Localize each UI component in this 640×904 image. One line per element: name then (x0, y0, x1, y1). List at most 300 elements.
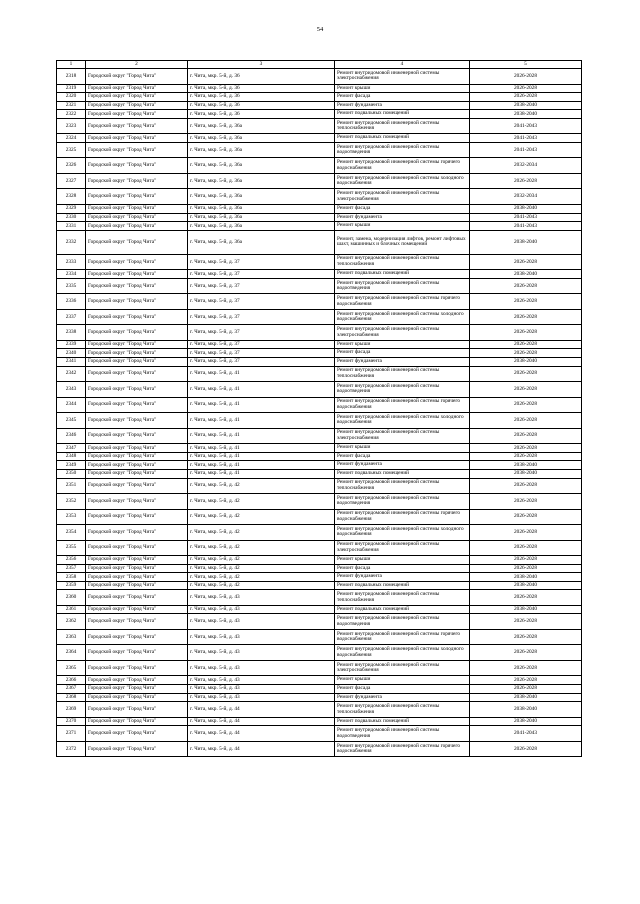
address-cell: г. Чита, мкр. 5-й, д. 43 (188, 685, 335, 694)
address-cell: г. Чита, мкр. 5-й, д. 36а (188, 118, 335, 134)
row-number-cell: 2372 (57, 741, 86, 757)
period-cell: 2038-2040 (470, 573, 582, 582)
address-cell: г. Чита, мкр. 5-й, д. 44 (188, 741, 335, 757)
row-number-cell: 2360 (57, 590, 86, 606)
address-cell: г. Чита, мкр. 5-й, д. 41 (188, 366, 335, 382)
address-cell: г. Чита, мкр. 5-й, д. 37 (188, 340, 335, 349)
work-type-cell: Ремонт подвальных помещений (335, 270, 470, 279)
row-number-cell: 2348 (57, 452, 86, 461)
period-cell: 2026-2028 (470, 540, 582, 556)
address-cell: г. Чита, мкр. 5-й, д. 36а (188, 173, 335, 189)
period-cell: 2038-2040 (470, 605, 582, 614)
work-type-cell: Ремонт фасада (335, 564, 470, 573)
row-number-cell: 2319 (57, 84, 86, 93)
period-cell: 2041-2043 (470, 222, 582, 231)
municipality-cell: Городской округ "Город Чита" (86, 142, 188, 158)
period-cell: 2026-2028 (470, 478, 582, 494)
address-cell: г. Чита, мкр. 5-й, д. 37 (188, 278, 335, 294)
municipality-cell: Городской округ "Город Чита" (86, 413, 188, 429)
municipality-cell: Городской округ "Город Чита" (86, 452, 188, 461)
municipality-cell: Городской округ "Город Чита" (86, 358, 188, 367)
address-cell: г. Чита, мкр. 5-й, д. 42 (188, 581, 335, 590)
period-cell: 2026-2028 (470, 325, 582, 341)
address-cell: г. Чита, мкр. 5-й, д. 41 (188, 444, 335, 453)
work-type-cell: Ремонт внутридомовой инженерной системы водоотведения (335, 142, 470, 158)
table-row (57, 222, 582, 231)
table-row (57, 340, 582, 349)
table-row (57, 525, 582, 541)
table-row (57, 142, 582, 158)
work-type-cell: Ремонт внутридомовой инженерной системы электроснабжения (335, 69, 470, 85)
municipality-cell: Городской округ "Город Чита" (86, 397, 188, 413)
row-number-cell: 2334 (57, 270, 86, 279)
work-type-cell: Ремонт подвальных помещений (335, 605, 470, 614)
address-cell: г. Чита, мкр. 5-й, д. 42 (188, 556, 335, 565)
table-row (57, 509, 582, 525)
work-type-cell: Ремонт внутридомовой инженерной системы водоотведения (335, 726, 470, 742)
period-cell: 2026-2028 (470, 84, 582, 93)
municipality-cell: Городской округ "Город Чита" (86, 645, 188, 661)
address-cell: г. Чита, мкр. 5-й, д. 43 (188, 660, 335, 676)
row-number-cell: 2358 (57, 573, 86, 582)
header-cell: 5 (470, 61, 582, 69)
header-cell: 2 (86, 61, 188, 69)
table-row (57, 717, 582, 726)
table-row (57, 581, 582, 590)
work-type-cell: Ремонт внутридомовой инженерной системы горячего водоснабжения (335, 509, 470, 525)
municipality-cell: Городской округ "Город Чита" (86, 69, 188, 85)
address-cell: г. Чита, мкр. 5-й, д. 36а (188, 213, 335, 222)
work-type-cell: Ремонт фундамента (335, 461, 470, 470)
work-type-cell: Ремонт фасада (335, 204, 470, 213)
row-number-cell: 2329 (57, 204, 86, 213)
municipality-cell: Городской округ "Город Чита" (86, 349, 188, 358)
municipality-cell: Городской округ "Город Чита" (86, 294, 188, 310)
table-header-row (57, 61, 582, 69)
period-cell: 2026-2028 (470, 397, 582, 413)
municipality-cell: Городской округ "Город Чита" (86, 158, 188, 174)
table-row (57, 69, 582, 85)
address-cell: г. Чита, мкр. 5-й, д. 43 (188, 605, 335, 614)
period-cell: 2041-2043 (470, 118, 582, 134)
row-number-cell: 2327 (57, 173, 86, 189)
period-cell: 2041-2043 (470, 142, 582, 158)
table-row (57, 660, 582, 676)
work-type-cell: Ремонт внутридомовой инженерной системы теплоснабжения (335, 702, 470, 718)
work-type-cell: Ремонт внутридомовой инженерной системы горячего водоснабжения (335, 741, 470, 757)
work-type-cell: Ремонт подвальных помещений (335, 717, 470, 726)
work-type-cell: Ремонт фасада (335, 685, 470, 694)
row-number-cell: 2371 (57, 726, 86, 742)
table-row (57, 605, 582, 614)
address-cell: г. Чита, мкр. 5-й, д. 41 (188, 382, 335, 398)
address-cell: г. Чита, мкр. 5-й, д. 42 (188, 573, 335, 582)
address-cell: г. Чита, мкр. 5-й, д. 37 (188, 325, 335, 341)
table-row (57, 461, 582, 470)
period-cell: 2038-2040 (470, 358, 582, 367)
row-number-cell: 2341 (57, 358, 86, 367)
address-cell: г. Чита, мкр. 5-й, д. 41 (188, 452, 335, 461)
work-type-cell: Ремонт внутридомовой инженерной системы электроснабжения (335, 325, 470, 341)
address-cell: г. Чита, мкр. 5-й, д. 37 (188, 349, 335, 358)
municipality-cell: Городской округ "Город Чита" (86, 84, 188, 93)
municipality-cell: Городской округ "Город Чита" (86, 590, 188, 606)
address-cell: г. Чита, мкр. 5-й, д. 42 (188, 564, 335, 573)
address-cell: г. Чита, мкр. 5-й, д. 44 (188, 726, 335, 742)
row-number-cell: 2330 (57, 213, 86, 222)
municipality-cell: Городской округ "Город Чита" (86, 173, 188, 189)
table-row (57, 444, 582, 453)
table-row (57, 349, 582, 358)
row-number-cell: 2320 (57, 93, 86, 102)
address-cell: г. Чита, мкр. 5-й, д. 36а (188, 142, 335, 158)
municipality-cell: Городской округ "Город Чита" (86, 676, 188, 685)
address-cell: г. Чита, мкр. 5-й, д. 36 (188, 84, 335, 93)
table-row (57, 702, 582, 718)
address-cell: г. Чита, мкр. 5-й, д. 43 (188, 629, 335, 645)
address-cell: г. Чита, мкр. 5-й, д. 44 (188, 702, 335, 718)
municipality-cell: Городской округ "Город Чита" (86, 444, 188, 453)
period-cell: 2026-2028 (470, 525, 582, 541)
work-type-cell: Ремонт внутридомовой инженерной системы электроснабжения (335, 189, 470, 205)
address-cell: г. Чита, мкр. 5-й, д. 37 (188, 254, 335, 270)
row-number-cell: 2357 (57, 564, 86, 573)
row-number-cell: 2328 (57, 189, 86, 205)
municipality-cell: Городской округ "Город Чита" (86, 325, 188, 341)
table-row (57, 645, 582, 661)
municipality-cell: Городской округ "Город Чита" (86, 382, 188, 398)
table-row (57, 590, 582, 606)
municipality-cell: Городской округ "Город Чита" (86, 581, 188, 590)
table-row (57, 189, 582, 205)
work-type-cell: Ремонт внутридомовой инженерной системы теплоснабжения (335, 366, 470, 382)
header-cell: 4 (335, 61, 470, 69)
table-row (57, 397, 582, 413)
work-type-cell: Ремонт внутридомовой инженерной системы холодного водоснабжения (335, 173, 470, 189)
row-number-cell: 2325 (57, 142, 86, 158)
work-type-cell: Ремонт подвальных помещений (335, 581, 470, 590)
work-type-cell: Ремонт подвальных помещений (335, 134, 470, 143)
address-cell: г. Чита, мкр. 5-й, д. 41 (188, 469, 335, 478)
period-cell: 2026-2028 (470, 366, 582, 382)
address-cell: г. Чита, мкр. 5-й, д. 43 (188, 676, 335, 685)
municipality-cell: Городской округ "Город Чита" (86, 93, 188, 102)
period-cell: 2026-2028 (470, 93, 582, 102)
period-cell: 2038-2040 (470, 702, 582, 718)
municipality-cell: Городской округ "Город Чита" (86, 461, 188, 470)
row-number-cell: 2323 (57, 118, 86, 134)
table-row (57, 413, 582, 429)
table-row (57, 614, 582, 630)
work-type-cell: Ремонт крыши (335, 444, 470, 453)
address-cell: г. Чита, мкр. 5-й, д. 36а (188, 134, 335, 143)
address-cell: г. Чита, мкр. 5-й, д. 37 (188, 294, 335, 310)
work-type-cell: Ремонт фундамента (335, 101, 470, 110)
municipality-cell: Городской округ "Город Чита" (86, 204, 188, 213)
address-cell: г. Чита, мкр. 5-й, д. 36а (188, 204, 335, 213)
municipality-cell: Городской округ "Город Чита" (86, 110, 188, 119)
address-cell: г. Чита, мкр. 5-й, д. 36 (188, 69, 335, 85)
page-number: 54 (316, 26, 324, 33)
period-cell: 2026-2028 (470, 173, 582, 189)
row-number-cell: 2347 (57, 444, 86, 453)
work-type-cell: Ремонт внутридомовой инженерной системы теплоснабжения (335, 478, 470, 494)
period-cell: 2026-2028 (470, 629, 582, 645)
municipality-cell: Городской округ "Город Чита" (86, 478, 188, 494)
table-row (57, 213, 582, 222)
table-row (57, 294, 582, 310)
municipality-cell: Городской округ "Город Чита" (86, 685, 188, 694)
row-number-cell: 2338 (57, 325, 86, 341)
municipality-cell: Городской округ "Город Чита" (86, 278, 188, 294)
row-number-cell: 2337 (57, 309, 86, 325)
period-cell: 2038-2040 (470, 230, 582, 254)
period-cell: 2026-2028 (470, 614, 582, 630)
row-number-cell: 2326 (57, 158, 86, 174)
period-cell: 2041-2043 (470, 134, 582, 143)
table-row (57, 478, 582, 494)
table-row (57, 693, 582, 702)
table-row (57, 84, 582, 93)
address-cell: г. Чита, мкр. 5-й, д. 41 (188, 428, 335, 444)
row-number-cell: 2350 (57, 469, 86, 478)
table-row (57, 540, 582, 556)
period-cell: 2038-2040 (470, 693, 582, 702)
address-cell: г. Чита, мкр. 5-й, д. 36 (188, 93, 335, 102)
municipality-cell: Городской округ "Город Чита" (86, 213, 188, 222)
row-number-cell: 2324 (57, 134, 86, 143)
period-cell: 2038-2040 (470, 461, 582, 470)
period-cell: 2026-2028 (470, 645, 582, 661)
table-row (57, 741, 582, 757)
address-cell: г. Чита, мкр. 5-й, д. 43 (188, 693, 335, 702)
table-row (57, 573, 582, 582)
municipality-cell: Городской округ "Город Чита" (86, 494, 188, 510)
row-number-cell: 2366 (57, 676, 86, 685)
work-type-cell: Ремонт внутридомовой инженерной системы водоотведения (335, 494, 470, 510)
municipality-cell: Городской округ "Город Чита" (86, 428, 188, 444)
municipality-cell: Городской округ "Город Чита" (86, 270, 188, 279)
row-number-cell: 2336 (57, 294, 86, 310)
row-number-cell: 2364 (57, 645, 86, 661)
municipality-cell: Городской округ "Город Чита" (86, 525, 188, 541)
work-type-cell: Ремонт крыши (335, 676, 470, 685)
table-row (57, 428, 582, 444)
address-cell: г. Чита, мкр. 5-й, д. 41 (188, 461, 335, 470)
row-number-cell: 2342 (57, 366, 86, 382)
period-cell: 2026-2028 (470, 340, 582, 349)
work-type-cell: Ремонт внутридомовой инженерной системы холодного водоснабжения (335, 309, 470, 325)
table-row (57, 173, 582, 189)
row-number-cell: 2321 (57, 101, 86, 110)
address-cell: г. Чита, мкр. 5-й, д. 43 (188, 590, 335, 606)
table-row (57, 452, 582, 461)
address-cell: г. Чита, мкр. 5-й, д. 42 (188, 509, 335, 525)
period-cell: 2041-2043 (470, 726, 582, 742)
table-row (57, 270, 582, 279)
municipality-cell: Городской округ "Город Чита" (86, 564, 188, 573)
row-number-cell: 2353 (57, 509, 86, 525)
table-row (57, 469, 582, 478)
municipality-cell: Городской округ "Город Чита" (86, 189, 188, 205)
row-number-cell: 2362 (57, 614, 86, 630)
period-cell: 2038-2040 (470, 101, 582, 110)
municipality-cell: Городской округ "Город Чита" (86, 556, 188, 565)
period-cell: 2038-2040 (470, 204, 582, 213)
header-cell: 1 (57, 61, 86, 69)
table-row (57, 278, 582, 294)
period-cell: 2032-2034 (470, 189, 582, 205)
row-number-cell: 2343 (57, 382, 86, 398)
period-cell: 2026-2028 (470, 494, 582, 510)
period-cell: 2026-2028 (470, 452, 582, 461)
municipality-cell: Городской округ "Город Чита" (86, 366, 188, 382)
address-cell: г. Чита, мкр. 5-й, д. 42 (188, 478, 335, 494)
period-cell: 2026-2028 (470, 278, 582, 294)
work-type-cell: Ремонт внутридомовой инженерной системы теплоснабжения (335, 254, 470, 270)
municipality-cell: Городской округ "Город Чита" (86, 254, 188, 270)
work-type-cell: Ремонт внутридомовой инженерной системы холодного водоснабжения (335, 645, 470, 661)
municipality-cell: Городской округ "Город Чита" (86, 717, 188, 726)
work-type-cell: Ремонт подвальных помещений (335, 110, 470, 119)
row-number-cell: 2352 (57, 494, 86, 510)
table-row (57, 254, 582, 270)
row-number-cell: 2345 (57, 413, 86, 429)
table-row (57, 685, 582, 694)
table-row (57, 366, 582, 382)
period-cell: 2026-2028 (470, 413, 582, 429)
row-number-cell: 2332 (57, 230, 86, 254)
table-row (57, 358, 582, 367)
row-number-cell: 2370 (57, 717, 86, 726)
work-type-cell: Ремонт внутридомовой инженерной системы теплоснабжения (335, 118, 470, 134)
row-number-cell: 2339 (57, 340, 86, 349)
row-number-cell: 2351 (57, 478, 86, 494)
table-row (57, 556, 582, 565)
row-number-cell: 2349 (57, 461, 86, 470)
work-type-cell: Ремонт крыши (335, 340, 470, 349)
municipality-cell: Городской округ "Город Чита" (86, 726, 188, 742)
work-type-cell: Ремонт внутридомовой инженерной системы электроснабжения (335, 428, 470, 444)
period-cell: 2038-2040 (470, 581, 582, 590)
work-type-cell: Ремонт фундамента (335, 358, 470, 367)
municipality-cell: Городской округ "Город Чита" (86, 741, 188, 757)
table-row (57, 118, 582, 134)
work-type-cell: Ремонт внутридомовой инженерной системы водоотведения (335, 614, 470, 630)
row-number-cell: 2359 (57, 581, 86, 590)
address-cell: г. Чита, мкр. 5-й, д. 42 (188, 540, 335, 556)
table-row (57, 204, 582, 213)
period-cell: 2026-2028 (470, 69, 582, 85)
table-row (57, 101, 582, 110)
address-cell: г. Чита, мкр. 5-й, д. 37 (188, 309, 335, 325)
table-row (57, 629, 582, 645)
table-row (57, 382, 582, 398)
work-type-cell: Ремонт внутридомовой инженерной системы горячего водоснабжения (335, 294, 470, 310)
address-cell: г. Чита, мкр. 5-й, д. 42 (188, 525, 335, 541)
work-type-cell: Ремонт внутридомовой инженерной системы водоотведения (335, 382, 470, 398)
municipality-cell: Городской округ "Город Чита" (86, 469, 188, 478)
municipality-cell: Городской округ "Город Чита" (86, 702, 188, 718)
table-row (57, 494, 582, 510)
municipality-cell: Городской округ "Город Чита" (86, 230, 188, 254)
municipality-cell: Городской округ "Город Чита" (86, 605, 188, 614)
header-cell: 3 (188, 61, 335, 69)
period-cell: 2038-2040 (470, 469, 582, 478)
municipality-cell: Городской округ "Город Чита" (86, 509, 188, 525)
municipality-cell: Городской округ "Город Чита" (86, 222, 188, 231)
municipality-cell: Городской округ "Город Чита" (86, 660, 188, 676)
work-type-cell: Ремонт фундамента (335, 573, 470, 582)
address-cell: г. Чита, мкр. 5-й, д. 41 (188, 397, 335, 413)
address-cell: г. Чита, мкр. 5-й, д. 37 (188, 358, 335, 367)
work-type-cell: Ремонт фасада (335, 93, 470, 102)
municipality-cell: Городской округ "Город Чита" (86, 118, 188, 134)
work-type-cell: Ремонт фундамента (335, 213, 470, 222)
municipality-cell: Городской округ "Город Чита" (86, 540, 188, 556)
period-cell: 2026-2028 (470, 590, 582, 606)
address-cell: г. Чита, мкр. 5-й, д. 36а (188, 189, 335, 205)
address-cell: г. Чита, мкр. 5-й, д. 36а (188, 158, 335, 174)
table-row (57, 134, 582, 143)
table-row (57, 726, 582, 742)
period-cell: 2026-2028 (470, 676, 582, 685)
address-cell: г. Чита, мкр. 5-й, д. 42 (188, 494, 335, 510)
period-cell: 2032-2034 (470, 158, 582, 174)
period-cell: 2026-2028 (470, 564, 582, 573)
work-type-cell: Ремонт внутридомовой инженерной системы электроснабжения (335, 540, 470, 556)
address-cell: г. Чита, мкр. 5-й, д. 37 (188, 270, 335, 279)
address-cell: г. Чита, мкр. 5-й, д. 36а (188, 222, 335, 231)
period-cell: 2026-2028 (470, 444, 582, 453)
work-type-cell: Ремонт внутридомовой инженерной системы холодного водоснабжения (335, 525, 470, 541)
municipality-cell: Городской округ "Город Чита" (86, 134, 188, 143)
municipality-cell: Городской округ "Город Чита" (86, 693, 188, 702)
row-number-cell: 2367 (57, 685, 86, 694)
row-number-cell: 2335 (57, 278, 86, 294)
row-number-cell: 2369 (57, 702, 86, 718)
table-row (57, 325, 582, 341)
period-cell: 2038-2040 (470, 717, 582, 726)
address-cell: г. Чита, мкр. 5-й, д. 41 (188, 413, 335, 429)
municipality-cell: Городской округ "Город Чита" (86, 101, 188, 110)
row-number-cell: 2318 (57, 69, 86, 85)
period-cell: 2026-2028 (470, 349, 582, 358)
period-cell: 2026-2028 (470, 685, 582, 694)
municipality-cell: Городской округ "Город Чита" (86, 614, 188, 630)
period-cell: 2041-2043 (470, 213, 582, 222)
work-type-cell: Ремонт внутридомовой инженерной системы теплоснабжения (335, 590, 470, 606)
address-cell: г. Чита, мкр. 5-й, д. 36 (188, 110, 335, 119)
row-number-cell: 2346 (57, 428, 86, 444)
period-cell: 2026-2028 (470, 309, 582, 325)
municipality-cell: Городской округ "Город Чита" (86, 573, 188, 582)
work-type-cell: Ремонт внутридомовой инженерной системы холодного водоснабжения (335, 413, 470, 429)
row-number-cell: 2356 (57, 556, 86, 565)
period-cell: 2026-2028 (470, 254, 582, 270)
table-row (57, 676, 582, 685)
row-number-cell: 2361 (57, 605, 86, 614)
address-cell: г. Чита, мкр. 5-й, д. 36а (188, 230, 335, 254)
address-cell: г. Чита, мкр. 5-й, д. 43 (188, 645, 335, 661)
row-number-cell: 2355 (57, 540, 86, 556)
period-cell: 2026-2028 (470, 741, 582, 757)
period-cell: 2026-2028 (470, 660, 582, 676)
row-number-cell: 2322 (57, 110, 86, 119)
work-type-cell: Ремонт крыши (335, 84, 470, 93)
table-body (57, 61, 582, 757)
address-cell: г. Чита, мкр. 5-й, д. 36 (188, 101, 335, 110)
